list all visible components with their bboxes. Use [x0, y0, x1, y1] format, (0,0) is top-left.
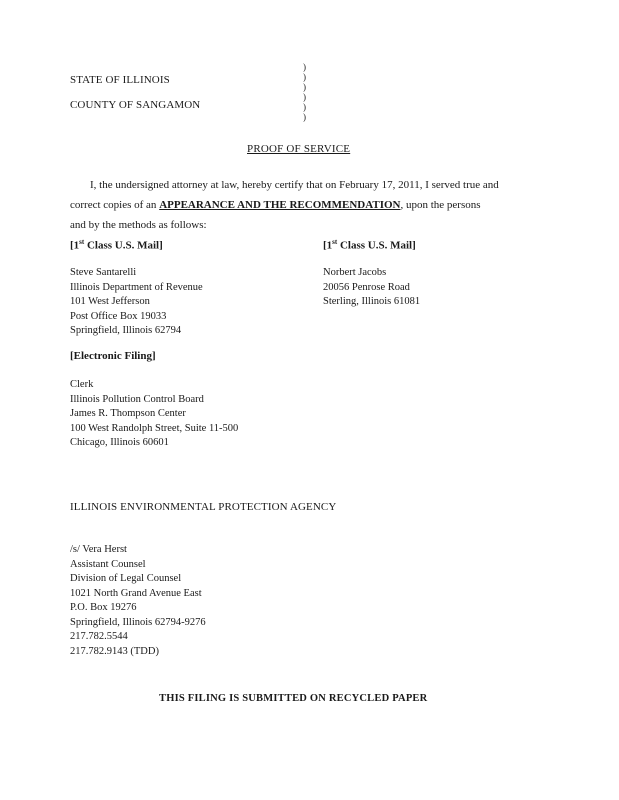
address-line: 100 West Randolph Street, Suite 11-500: [70, 422, 239, 434]
caption-paren: ): [303, 72, 306, 82]
agency-name: ILLINOIS ENVIRONMENTAL PROTECTION AGENCY: [70, 501, 337, 513]
signature-block: [70, 543, 206, 659]
address-line: Chicago, Illinois 60601: [70, 437, 169, 448]
certification-line-2: [70, 195, 481, 215]
signature-line: 1021 North Grand Avenue East: [70, 587, 202, 599]
caption-paren: ): [303, 102, 306, 112]
caption-state: STATE OF ILLINOIS: [70, 74, 170, 86]
signature-line: Assistant Counsel: [70, 558, 146, 570]
tdd-number: 217.782.9143 (TDD): [70, 645, 159, 657]
address-line: 20056 Penrose Road: [323, 281, 410, 293]
caption-county: COUNTY OF SANGAMON: [70, 99, 201, 111]
recycled-paper-notice: THIS FILING IS SUBMITTED ON RECYCLED PAPER: [159, 693, 428, 704]
service-method-mail-header: [1st Class U.S. Mail]: [323, 238, 416, 252]
recipient-address-clerk: [70, 378, 238, 451]
address-line: 101 West Jefferson: [70, 296, 150, 307]
caption-parentheses: [303, 62, 306, 122]
certification-line-3: and by the methods as follows:: [70, 219, 207, 231]
certification-text: , upon the persons: [400, 199, 481, 211]
address-line: Sterling, Illinois 61081: [323, 296, 421, 307]
caption-paren: ): [303, 92, 306, 102]
address-line: Illinois Pollution Control Board: [70, 393, 204, 405]
address-line: Steve Santarelli: [70, 267, 137, 278]
signature-line: Springfield, Illinois 62794-9276: [70, 616, 206, 628]
caption-paren: ): [303, 62, 306, 72]
service-method-electronic-header: [Electronic Filing]: [70, 350, 156, 362]
service-method-mail-header: [1st Class U.S. Mail]: [70, 238, 163, 252]
address-line: James R. Thompson Center: [70, 408, 186, 419]
document-title: PROOF OF SERVICE: [247, 143, 351, 155]
signature-line: Division of Legal Counsel: [70, 573, 182, 584]
certification-text: correct copies of an: [70, 199, 160, 211]
address-line: Norbert Jacobs: [323, 267, 387, 278]
certification-line-1: I, the undersigned attorney at law, hereby certify that on February 17, 2011, I served true and: [90, 179, 499, 191]
phone-number: 217.782.5544: [70, 631, 128, 642]
caption-paren: ): [303, 82, 306, 92]
recipient-address-santarelli: [70, 266, 203, 339]
served-document-title: APPEARANCE AND THE RECOMMENDATION: [159, 199, 401, 211]
signature: /s/ Vera Herst: [70, 544, 127, 555]
signature-line: P.O. Box 19276: [70, 602, 137, 613]
address-line: Clerk: [70, 379, 94, 390]
address-line: Illinois Department of Revenue: [70, 281, 203, 293]
caption-paren: ): [303, 112, 306, 122]
address-line: Springfield, Illinois 62794: [70, 325, 182, 336]
address-line: Post Office Box 19033: [70, 310, 167, 322]
recipient-address-jacobs: [323, 266, 420, 310]
